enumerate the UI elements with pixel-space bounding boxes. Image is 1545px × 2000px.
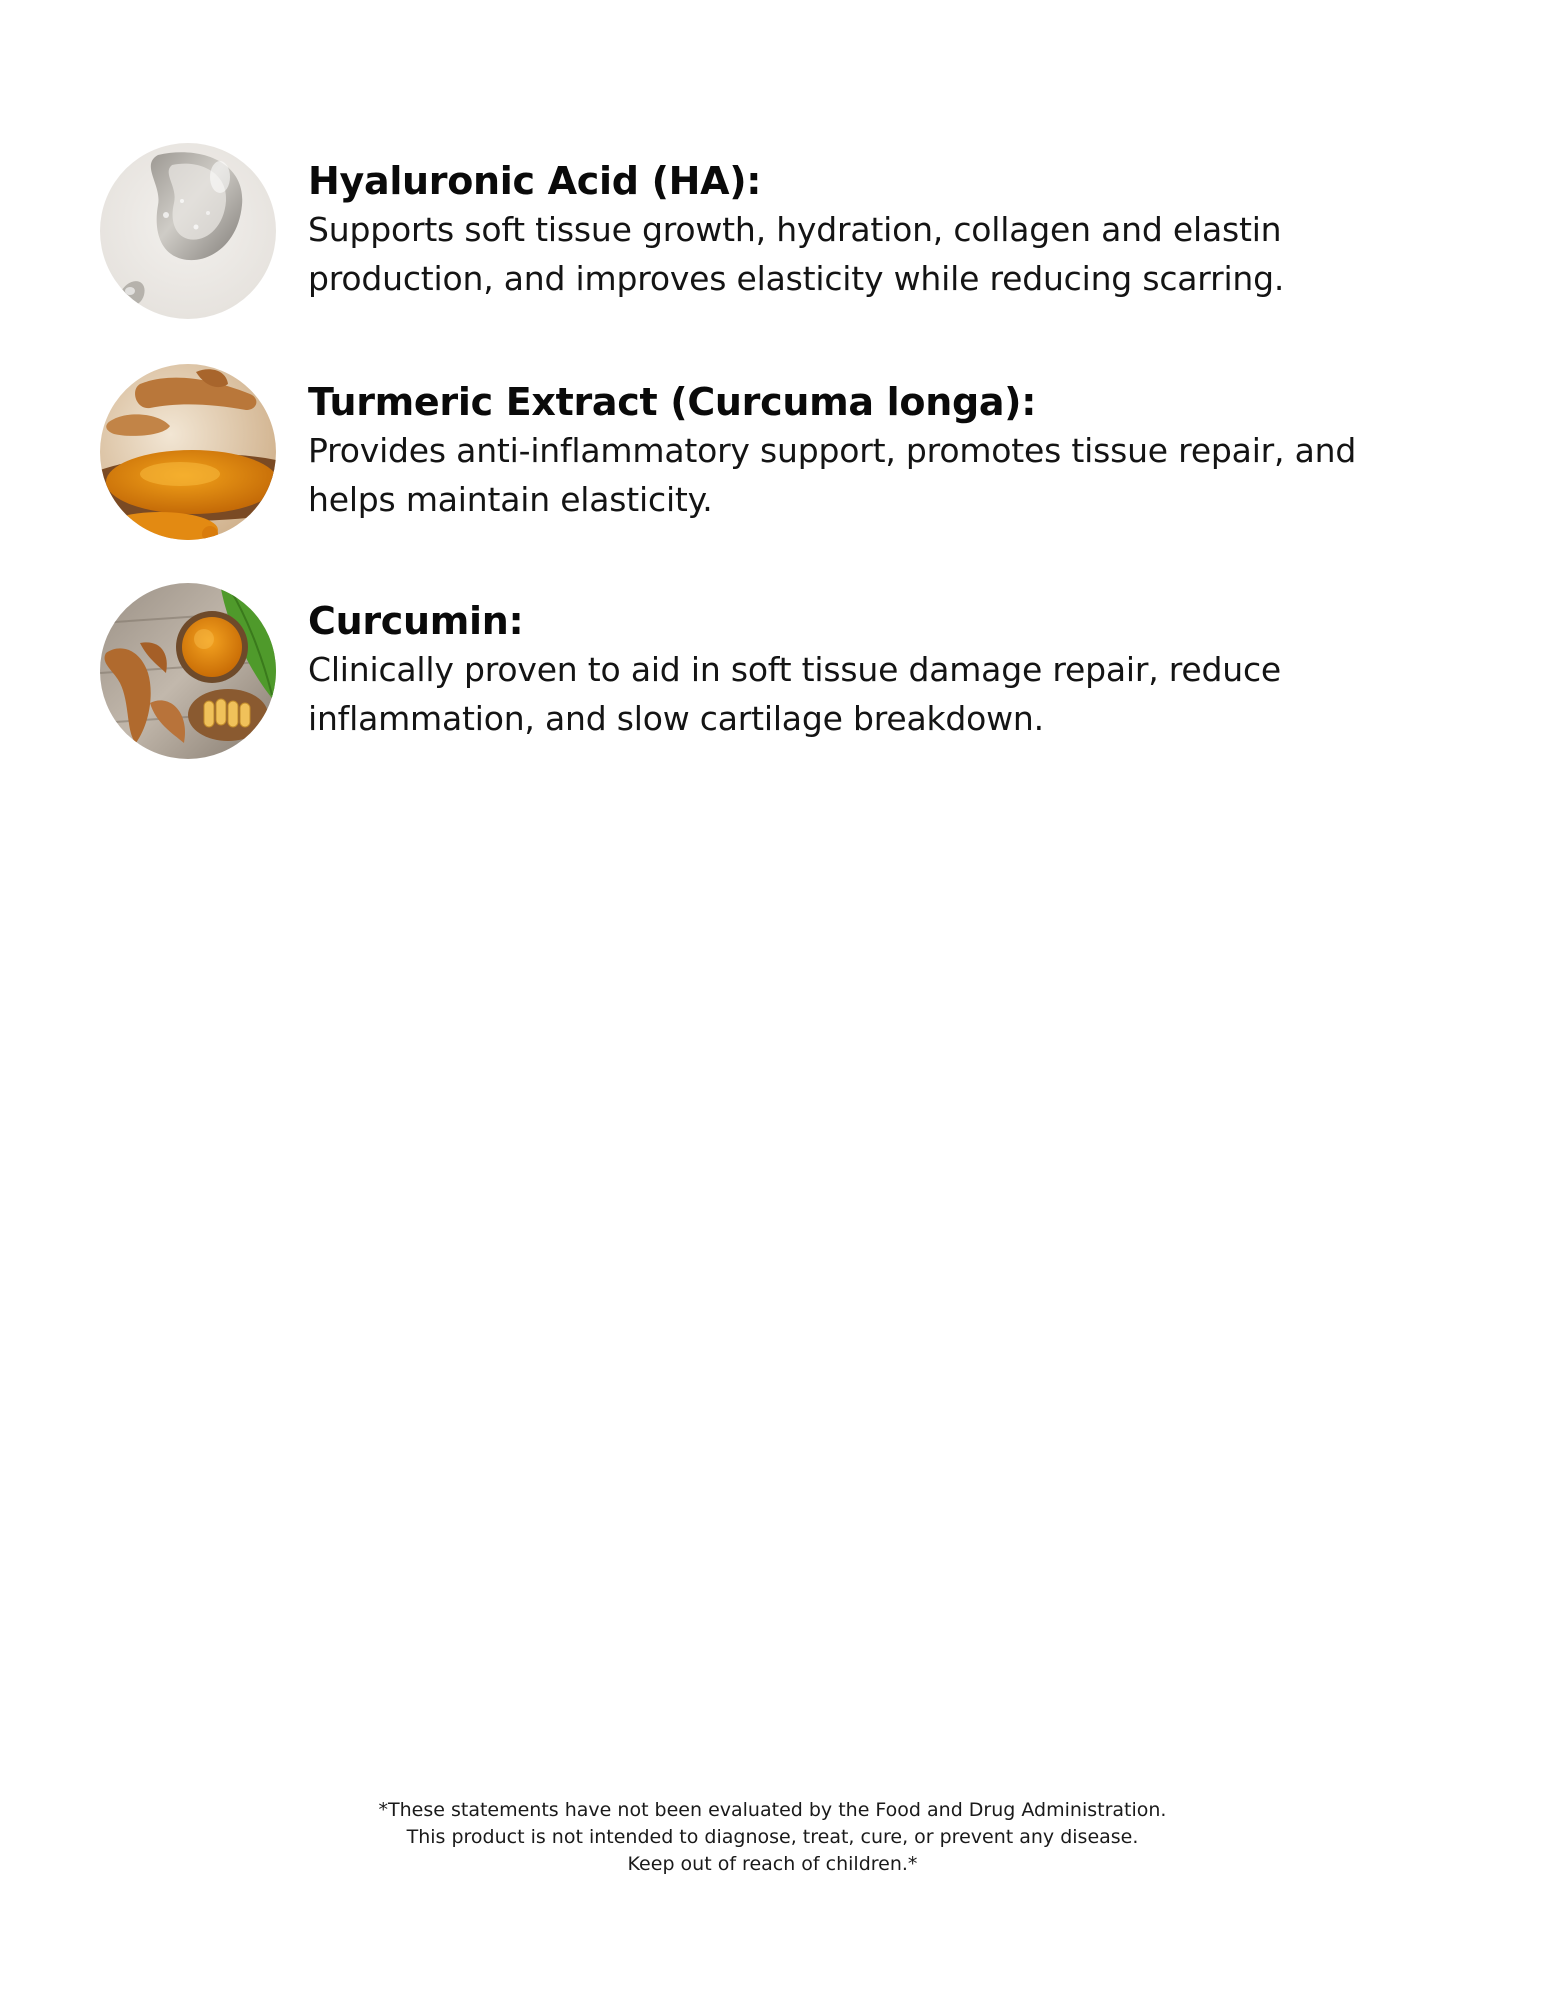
- turmeric-roots-bowl-capsules-photo: [100, 583, 276, 759]
- disclaimer-line: This product is not intended to diagnose, treat, cure, or prevent any disease.: [406, 1826, 1139, 1848]
- disclaimer-line: Keep out of reach of children.*: [627, 1853, 918, 1875]
- ingredient-name: Curcumin:: [308, 599, 524, 643]
- fda-disclaimer: [0, 1797, 1545, 1878]
- ingredient-turmeric-extract: [100, 364, 1440, 544]
- turmeric-root-and-powder-spoon-photo: [100, 364, 276, 540]
- ingredient-text: [308, 157, 1438, 303]
- disclaimer-line: *These statements have not been evaluated by the Food and Drug Administration.: [378, 1799, 1167, 1821]
- ingredient-text: [308, 378, 1438, 524]
- ingredient-description: Provides anti-inflammatory support, promotes tissue repair, and helps maintain elasticity.: [308, 431, 1357, 519]
- ingredient-hyaluronic-acid: [100, 143, 1440, 323]
- ingredient-name: Turmeric Extract (Curcuma longa):: [308, 380, 1037, 424]
- serum-droplet-photo: [100, 143, 276, 319]
- ingredient-text: [308, 597, 1438, 743]
- ingredient-name: Hyaluronic Acid (HA):: [308, 159, 762, 203]
- ingredient-curcumin: [100, 583, 1440, 763]
- ingredient-description: Clinically proven to aid in soft tissue damage repair, reduce inflammation, and slow cartilage breakdown.: [308, 650, 1282, 738]
- ingredient-description: Supports soft tissue growth, hydration, collagen and elastin production, and improves elasticity while reducing scarring.: [308, 210, 1285, 298]
